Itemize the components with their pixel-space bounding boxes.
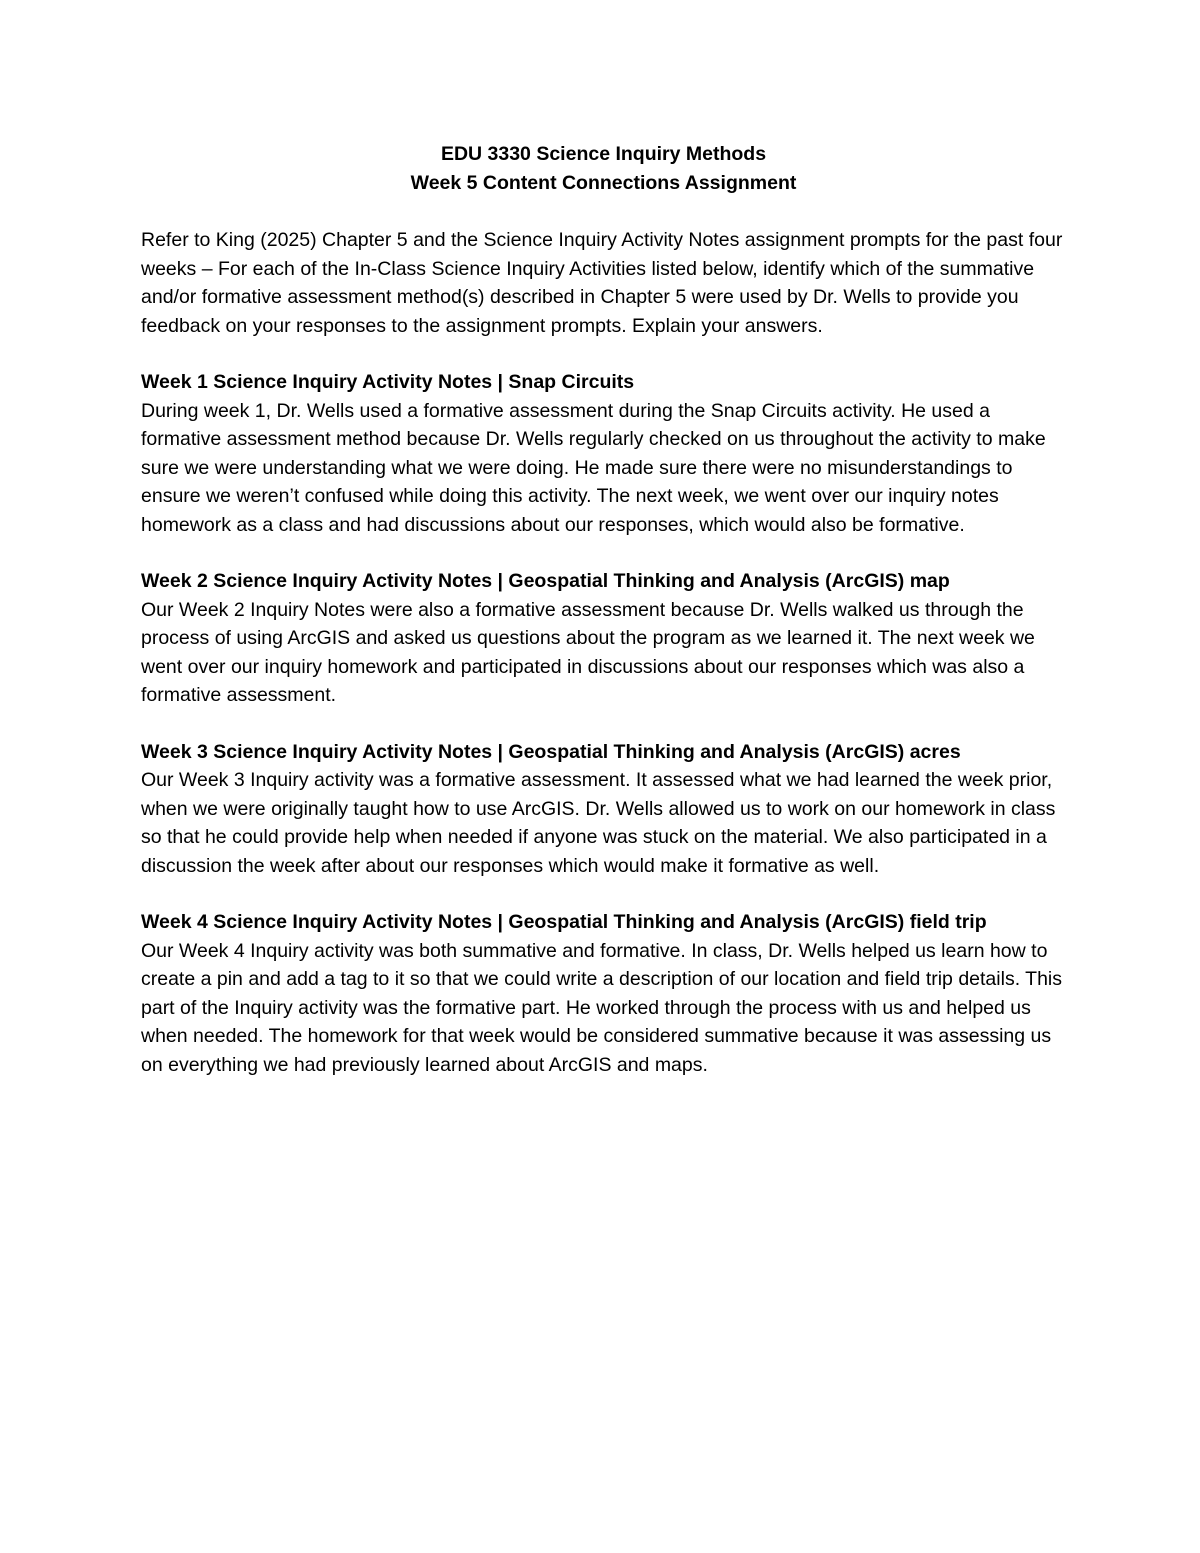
week-1-heading: Week 1 Science Inquiry Activity Notes | Snap Circuits [141,371,635,393]
document-subtitle: Week 5 Content Connections Assignment [410,172,797,194]
assignment-instructions: Refer to King (2025) Chapter 5 and the Science Inquiry Activity Notes assignment prompts for the past four weeks – For each of the In-Class Science Inquiry Activities listed below, identify which of the summative and/or formative assessment method(s) described in Chapter 5 were used by Dr. Wells to provide you feedback on your responses to the assignment prompts. Explain your answers. [141,229,1063,337]
week-2-section [141,567,1066,710]
week-3-response: Our Week 3 Inquiry activity was a formative assessment. It assessed what we had learned the week prior, when we were originally taught how to use ArcGIS. Dr. Wells allowed us to work on our homework in class so that he could provide help when needed if anyone was stuck on the material. We also participated in a discussion the week after about our responses which would make it formative as well. [141,769,1056,877]
document-header [141,140,1066,198]
document-page [141,140,1066,1079]
week-4-section [141,908,1066,1079]
week-2-heading: Week 2 Science Inquiry Activity Notes | Geospatial Thinking and Analysis (ArcGIS) map [141,570,950,592]
week-4-response: Our Week 4 Inquiry activity was both summative and formative. In class, Dr. Wells helped us learn how to create a pin and add a tag to it so that we could write a description of our location and field trip details. This part of the Inquiry activity was the formative part. He worked through the process with us and helped us when needed. The homework for that week would be considered summative because it was assessing us on everything we had previously learned about ArcGIS and maps. [141,939,1063,1076]
week-1-response: During week 1, Dr. Wells used a formative assessment during the Snap Circuits activity. He used a formative assessment method because Dr. Wells regularly checked on us throughout the activity to make sure we were understanding what we were doing. He made sure there were no misunderstandings to ensure we weren’t confused while doing this activity. The next week, we went over our inquiry notes homework as a class and had discussions about our responses, which would also be formative. [141,399,1046,536]
week-3-heading: Week 3 Science Inquiry Activity Notes | Geospatial Thinking and Analysis (ArcGIS) acres [141,740,961,763]
week-1-section [141,368,1066,539]
document-title: EDU 3330 Science Inquiry Methods [440,143,767,165]
week-4-heading: Week 4 Science Inquiry Activity Notes | Geospatial Thinking and Analysis (ArcGIS) field trip [141,911,987,933]
week-2-response: Our Week 2 Inquiry Notes were also a formative assessment because Dr. Wells walked us through the process of using ArcGIS and asked us questions about the program as we learned it. The next week we went over our inquiry homework and participated in discussions about our responses which was also a formative assessment. [141,598,1035,706]
week-3-section [141,738,1066,881]
